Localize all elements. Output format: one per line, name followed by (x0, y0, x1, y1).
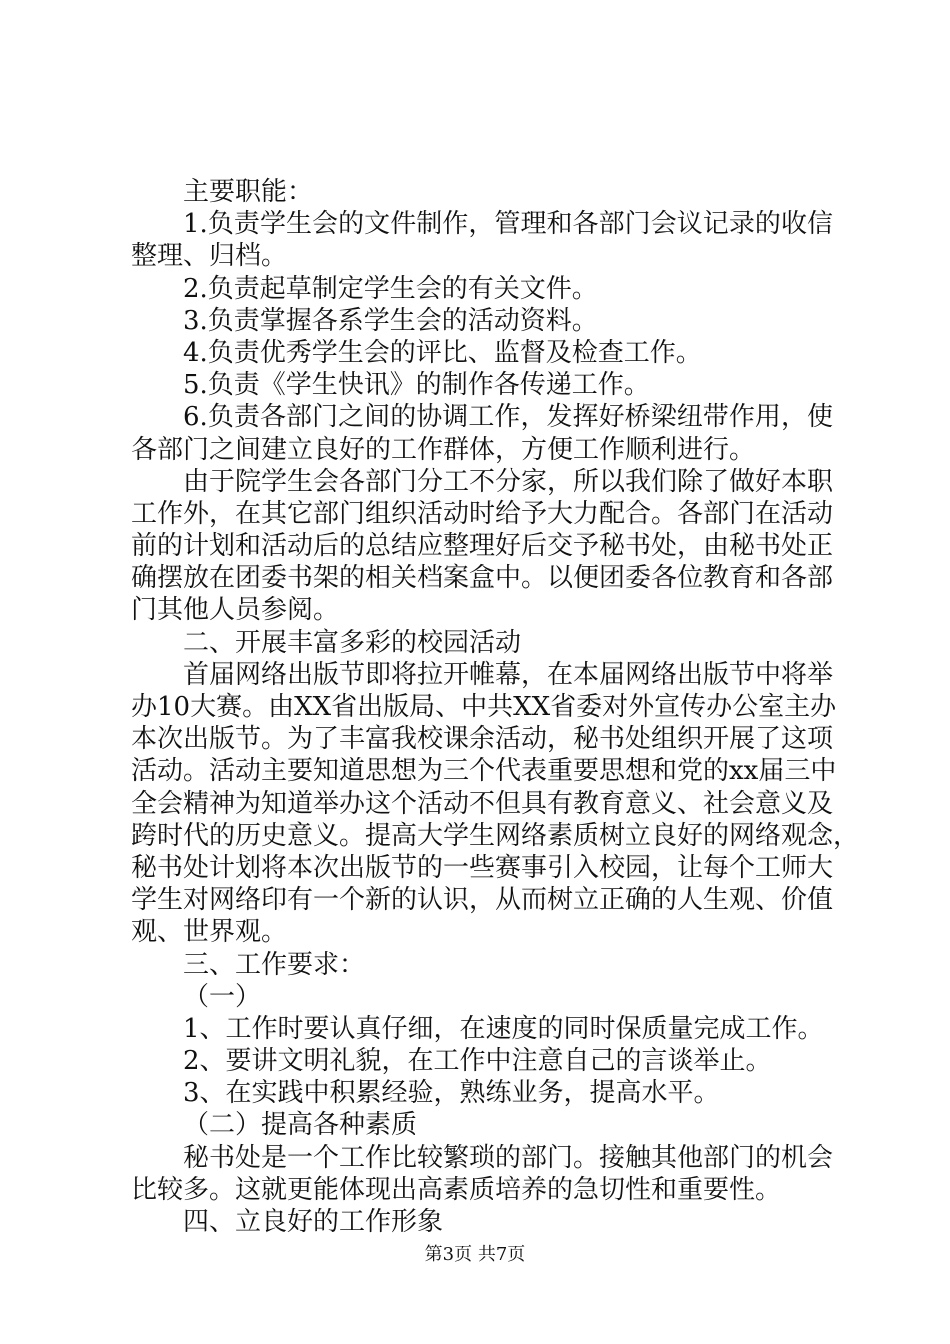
text-line: 比较多。这就更能体现出高素质培养的急切性和重要性。 (131, 1174, 782, 1205)
text-line: 跨时代的历史意义。提高大学生网络素质树立良好的网络观念， (131, 820, 860, 851)
text-line: 4.负责优秀学生会的评比、监督及检查工作。 (183, 337, 702, 368)
text-line: 2.负责起草制定学生会的有关文件。 (183, 273, 598, 304)
text-line: （一） (183, 981, 262, 1012)
text-line: 本次出版节。为了丰富我校课余活动，秘书处组织开展了这项 (131, 724, 834, 755)
text-line: 办10大赛。由XX省出版局、中共XX省委对外宣传办公室主办 (131, 692, 837, 722)
text-line: 三、工作要求： (183, 949, 366, 980)
text-line: 四、立良好的工作形象 (183, 1207, 444, 1237)
text-line: 二、开展丰富多彩的校园活动 (183, 627, 522, 658)
text-line: 3.负责掌握各系学生会的活动资料。 (183, 305, 598, 336)
text-line: 全会精神为知道举办这个活动不但具有教育意义、社会意义及 (131, 788, 834, 819)
text-line: 1.负责学生会的文件制作，管理和各部门会议记录的收信 (183, 209, 833, 240)
text-line: 整理、归档。 (131, 241, 288, 272)
text-line: 确摆放在团委书架的相关档案盒中。以便团委各位教育和各部 (131, 563, 834, 594)
text-line: 各部门之间建立良好的工作群体，方便工作顺利进行。 (131, 434, 756, 465)
document-body (131, 176, 860, 1238)
text-line: 秘书处计划将本次出版节的一些赛事引入校园，让每个工师大 (131, 852, 834, 883)
text-line: 主要职能： (183, 177, 314, 207)
text-line: 前的计划和活动后的总结应整理好后交予秘书处，由秘书处正 (131, 531, 834, 562)
text-line: 工作外，在其它部门组织活动时给予大力配合。各部门在活动 (131, 498, 834, 529)
text-line: 2、要讲文明礼貌，在工作中注意自己的言谈举止。 (183, 1046, 772, 1077)
text-line: 门其他人员参阅。 (131, 595, 340, 626)
text-line: 6.负责各部门之间的协调工作，发挥好桥梁纽带作用，使 (183, 402, 833, 433)
text-line: 观、世界观。 (131, 917, 288, 948)
text-line: 由于院学生会各部门分工不分家，所以我们除了做好本职 (183, 466, 834, 497)
text-line: 5.负责《学生快讯》的制作各传递工作。 (183, 370, 650, 401)
text-line: 首届网络出版节即将拉开帷幕，在本届网络出版节中将举 (183, 659, 834, 690)
text-line: 1、工作时要认真仔细，在速度的同时保质量完成工作。 (183, 1013, 824, 1044)
text-line: 学生对网络印有一个新的认识，从而树立正确的人生观、价值 (131, 885, 834, 916)
page-number-footer: 第3页 共7页 (424, 1244, 526, 1265)
text-line: 活动。活动主要知道思想为三个代表重要思想和党的xx届三中 (131, 756, 837, 787)
text-line: （二）提高各种素质 (183, 1110, 418, 1141)
text-line: 3、在实践中积累经验，熟练业务，提高水平。 (183, 1078, 720, 1109)
text-line: 秘书处是一个工作比较繁琐的部门。接触其他部门的机会 (183, 1142, 834, 1173)
